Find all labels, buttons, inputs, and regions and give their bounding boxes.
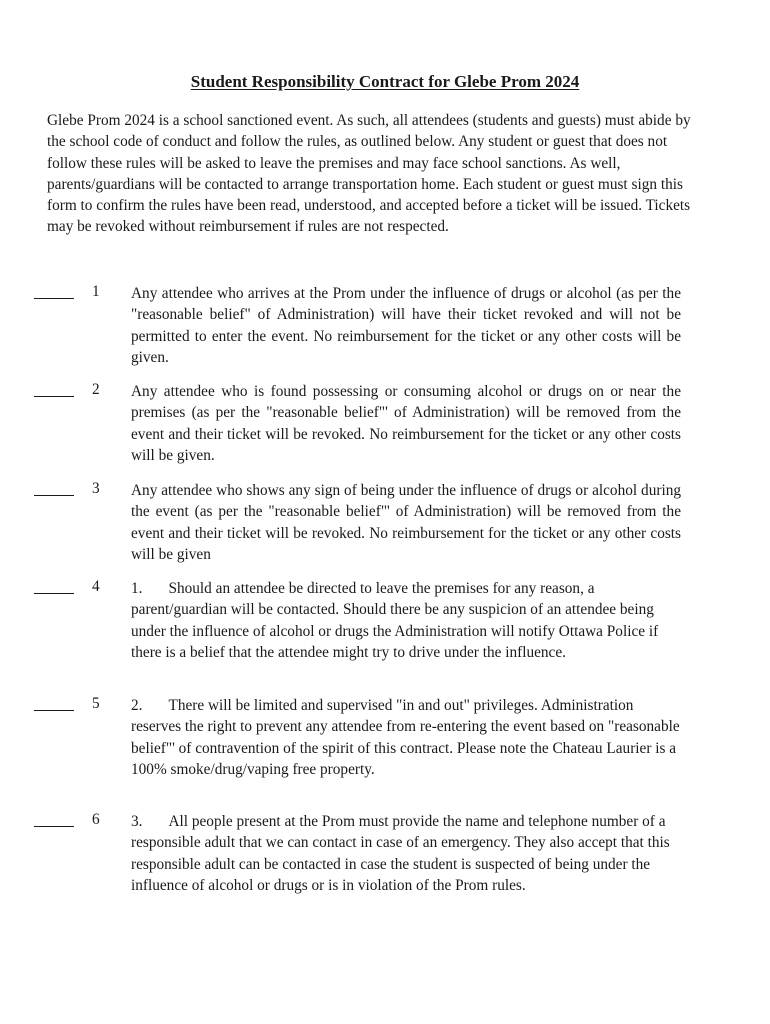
rule-number: 4 xyxy=(92,578,100,595)
rule-sub-number: 3. xyxy=(131,813,143,830)
rule-text: Any attendee who is found possessing or consuming alcohol or drugs on or near the premises (as per the "reasonable belief"' of Administration) will be removed from the event and their ticket will be revoked. No reimbursement for the ticket or any other costs will be given. xyxy=(131,383,681,464)
rule-number: 1 xyxy=(92,283,100,300)
rule-text: All people present at the Prom must provide the name and telephone number of a responsible adult that we can contact in case of an emergency. They also accept that this responsible adult can be contacted in case the student is suspected of being under the influence of alcohol or drugs or is in violation of the Prom rules. xyxy=(131,813,670,894)
rule-sub-number: 2. xyxy=(131,697,143,714)
rule-number: 3 xyxy=(92,480,100,497)
rule-text: There will be limited and supervised "in and out" privileges. Administration reserves the right to prevent any attendee from re-entering the event based on "reasonable belief"' of contravention of the spirit of this contract. Please note the Chateau Laurier is a 100% smoke/drug/vaping free property. xyxy=(131,697,680,778)
initial-blank-6[interactable] xyxy=(34,826,74,827)
initial-blank-5[interactable] xyxy=(34,710,74,711)
rule-text-block xyxy=(131,811,681,896)
rule-number: 2 xyxy=(92,381,100,398)
rule-text: Any attendee who shows any sign of being under the influence of drugs or alcohol during the event (as per the "reasonable belief"' of Administration) will be removed from the event and their ticket will be revoked. No reimbursement for the ticket or any other costs will be given xyxy=(131,482,681,563)
rule-sub-number: 1. xyxy=(131,580,143,597)
rule-number: 5 xyxy=(92,695,100,712)
document-title: Student Responsibility Contract for Glebe Prom 2024 xyxy=(190,72,580,91)
initial-blank-3[interactable] xyxy=(34,495,74,496)
rule-number: 6 xyxy=(92,811,100,828)
intro-paragraph: Glebe Prom 2024 is a school sanctioned event. As such, all attendees (students and guests) must abide by the school code of conduct and follow the rules, as outlined below. Any student or guest that does not follow these rules will be asked to leave the premises and may face school sanctions. As well, parents/guardians will be contacted to arrange transportation home. Each student or guest must sign this form to confirm the rules have been read, understood, and accepted before a ticket will be issued. Tickets may be revoked without reimbursement if rules are not respected. xyxy=(47,112,691,236)
initial-blank-4[interactable] xyxy=(34,593,74,594)
rule-text-block xyxy=(131,695,681,780)
rule-text: Any attendee who arrives at the Prom under the influence of drugs or alcohol (as per the "reasonable belief" of Administration) will have their ticket revoked and will not be permitted to enter the event. No reimbursement for the ticket or any other costs will be given. xyxy=(131,285,681,366)
rule-text-block xyxy=(131,578,681,663)
initial-blank-1[interactable] xyxy=(34,298,74,299)
initial-blank-2[interactable] xyxy=(34,396,74,397)
rule-text: Should an attendee be directed to leave the premises for any reason, a parent/guardian will be contacted. Should there be any suspicion of an attendee being under the influence of alcohol or drugs the Administration will notify Ottawa Police if there is a belief that the attendee might try to drive under the influence. xyxy=(131,580,659,661)
